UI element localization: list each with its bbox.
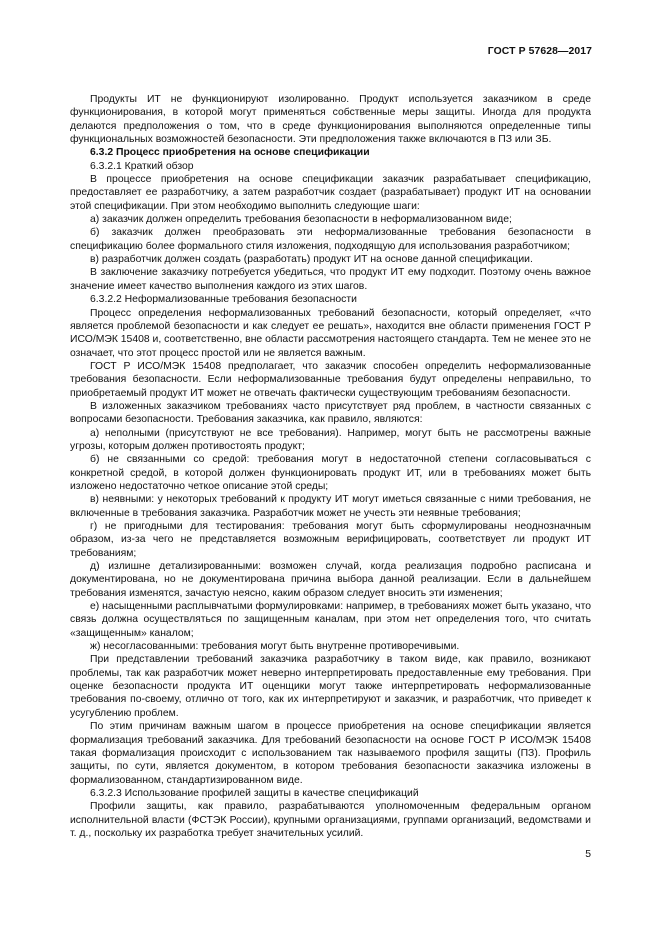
document-header: ГОСТ Р 57628—2017 bbox=[487, 46, 592, 57]
subsection-heading: 6.3.2.2 Неформализованные требования безопасности bbox=[90, 294, 357, 306]
list-item: в) неявными: у некоторых требований к продукту ИТ могут иметься связанные с ними требования, не включенные в требования заказчика. Разработчик может не учесть эти неявные требования; bbox=[70, 494, 591, 519]
list-item: д) излишне детализированными: возможен случай, когда реализация подробно расписана и документирована, но не документирована причина выбора данной реализации. Если в дальнейшем требования изменятся, зачастую неясно, каким образом следует вносить эти изменения; bbox=[70, 561, 591, 599]
list-item: ж) несогласованными: требования могут быть внутренне противоречивыми. bbox=[90, 641, 460, 653]
paragraph: По этим причинам важным шагом в процессе приобретения на основе спецификации является формализация требований заказчика. Для требований безопасности на основе ГОСТ Р ИСО/МЭК 15408 такая формализация происходит с использованием так называемого профиля защиты (ПЗ). Профиль защиты, по сути, является документом, в котором требования безопасности заказчика изложены в формализованном, стандартизированном виде. bbox=[70, 721, 591, 786]
paragraph: ГОСТ Р ИСО/МЭК 15408 предполагает, что заказчик способен определить неформализованные требования безопасности. Если неформализованные требования будут определены неправильно, то приобретаемый продукт ИТ может не отвечать фактически существующим требованиям безопасности. bbox=[70, 360, 591, 399]
section-heading: 6.3.2 Процесс приобретения на основе спецификации bbox=[90, 147, 370, 159]
subsection-heading: 6.3.2.3 Использование профилей защиты в качестве спецификаций bbox=[90, 787, 419, 799]
list-item: г) не пригодными для тестирования: требования могут быть сформулированы неоднозначным образом, из-за чего не представляется возможным верифицировать, соответствует ли продукт ИТ требованиям; bbox=[70, 521, 591, 559]
paragraph: Профили защиты, как правило, разрабатываются уполномоченным федеральным органом исполнительной власти (ФСТЭК России), крупными организациями, группами организаций, ведомствами и т. д., поскольку их разработка требует значительных усилий. bbox=[70, 801, 591, 839]
page-number: 5 bbox=[585, 849, 591, 860]
list-item: а) неполными (присутствуют не все требования). Например, могут быть не рассмотрены важные угрозы, которым должен противостоять продукт; bbox=[70, 427, 591, 452]
list-item: б) заказчик должен преобразовать эти неформализованные требования безопасности в спецификацию более формального стиля изложения, подходящую для использования разработчиком; bbox=[70, 227, 591, 252]
list-item: е) насыщенными расплывчатыми формулировками: например, в требованиях может быть указано, что связь должна осуществляться по защищенным каналам, при этом нет определения того, что считать «защищенным» каналом; bbox=[70, 601, 591, 639]
paragraph: Продукты ИТ не функционируют изолированно. Продукт используется заказчиком в среде функционирования, в которой могут применяться собственные меры защиты. Иногда для продукта делаются предположения о том, что в среде функционирования выполняются определенные типы функциональных возможностей безопасности. Эти предположения также включаются в ПЗ или ЗБ. bbox=[70, 94, 591, 146]
paragraph: В изложенных заказчиком требованиях часто присутствует ряд проблем, в частности связанных с вопросами безопасности. Требования заказчика, как правило, являются: bbox=[70, 400, 591, 426]
list-item: а) заказчик должен определить требования безопасности в неформализованном виде; bbox=[90, 214, 512, 226]
paragraph: В заключение заказчику потребуется убедиться, что продукт ИТ ему подходит. Поэтому очень важное значение имеет качество выполнения каждого из этих шагов. bbox=[70, 267, 591, 292]
list-item: в) разработчик должен создать (разработать) продукт ИТ на основе данной спецификации. bbox=[90, 254, 533, 266]
document-body bbox=[70, 93, 591, 840]
subsection-heading: 6.3.2.1 Краткий обзор bbox=[90, 160, 194, 172]
paragraph: Процесс определения неформализованных требований безопасности, который определяет, «что является проблемой безопасности и как следует ее решать», находится вне области применения ГОСТ Р ИСО/МЭК 15408 и, соответственно, вне области рассмотрения настоящего стандарта. Тем не менее это не означает, что этот процесс простой или не является важным. bbox=[70, 307, 591, 359]
paragraph: В процессе приобретения на основе спецификации заказчик разрабатывает спецификацию, предоставляет ее разработчику, а затем разработчик создает (разрабатывает) продукт ИТ на основании этой спецификации. При этом необходимо выполнить следующие шаги: bbox=[70, 174, 591, 212]
list-item: б) не связанными со средой: требования могут в недостаточной степени согласовываться с конкретной средой, в которой должен функционировать продукт ИТ, или в требованиях может быть изложено недостаточно четкое описание этой среды; bbox=[70, 454, 591, 492]
paragraph: При представлении требований заказчика разработчику в таком виде, как правило, возникают проблемы, так как разработчик может неверно интерпретировать предоставленные ему требования. При оценке безопасности продукта ИТ оценщики могут также интерпретировать неформализованные требования по-своему, отлично от того, как их интерпретируют и заказчик, и разработчик, что приведет к усугублению проблем. bbox=[70, 654, 591, 719]
